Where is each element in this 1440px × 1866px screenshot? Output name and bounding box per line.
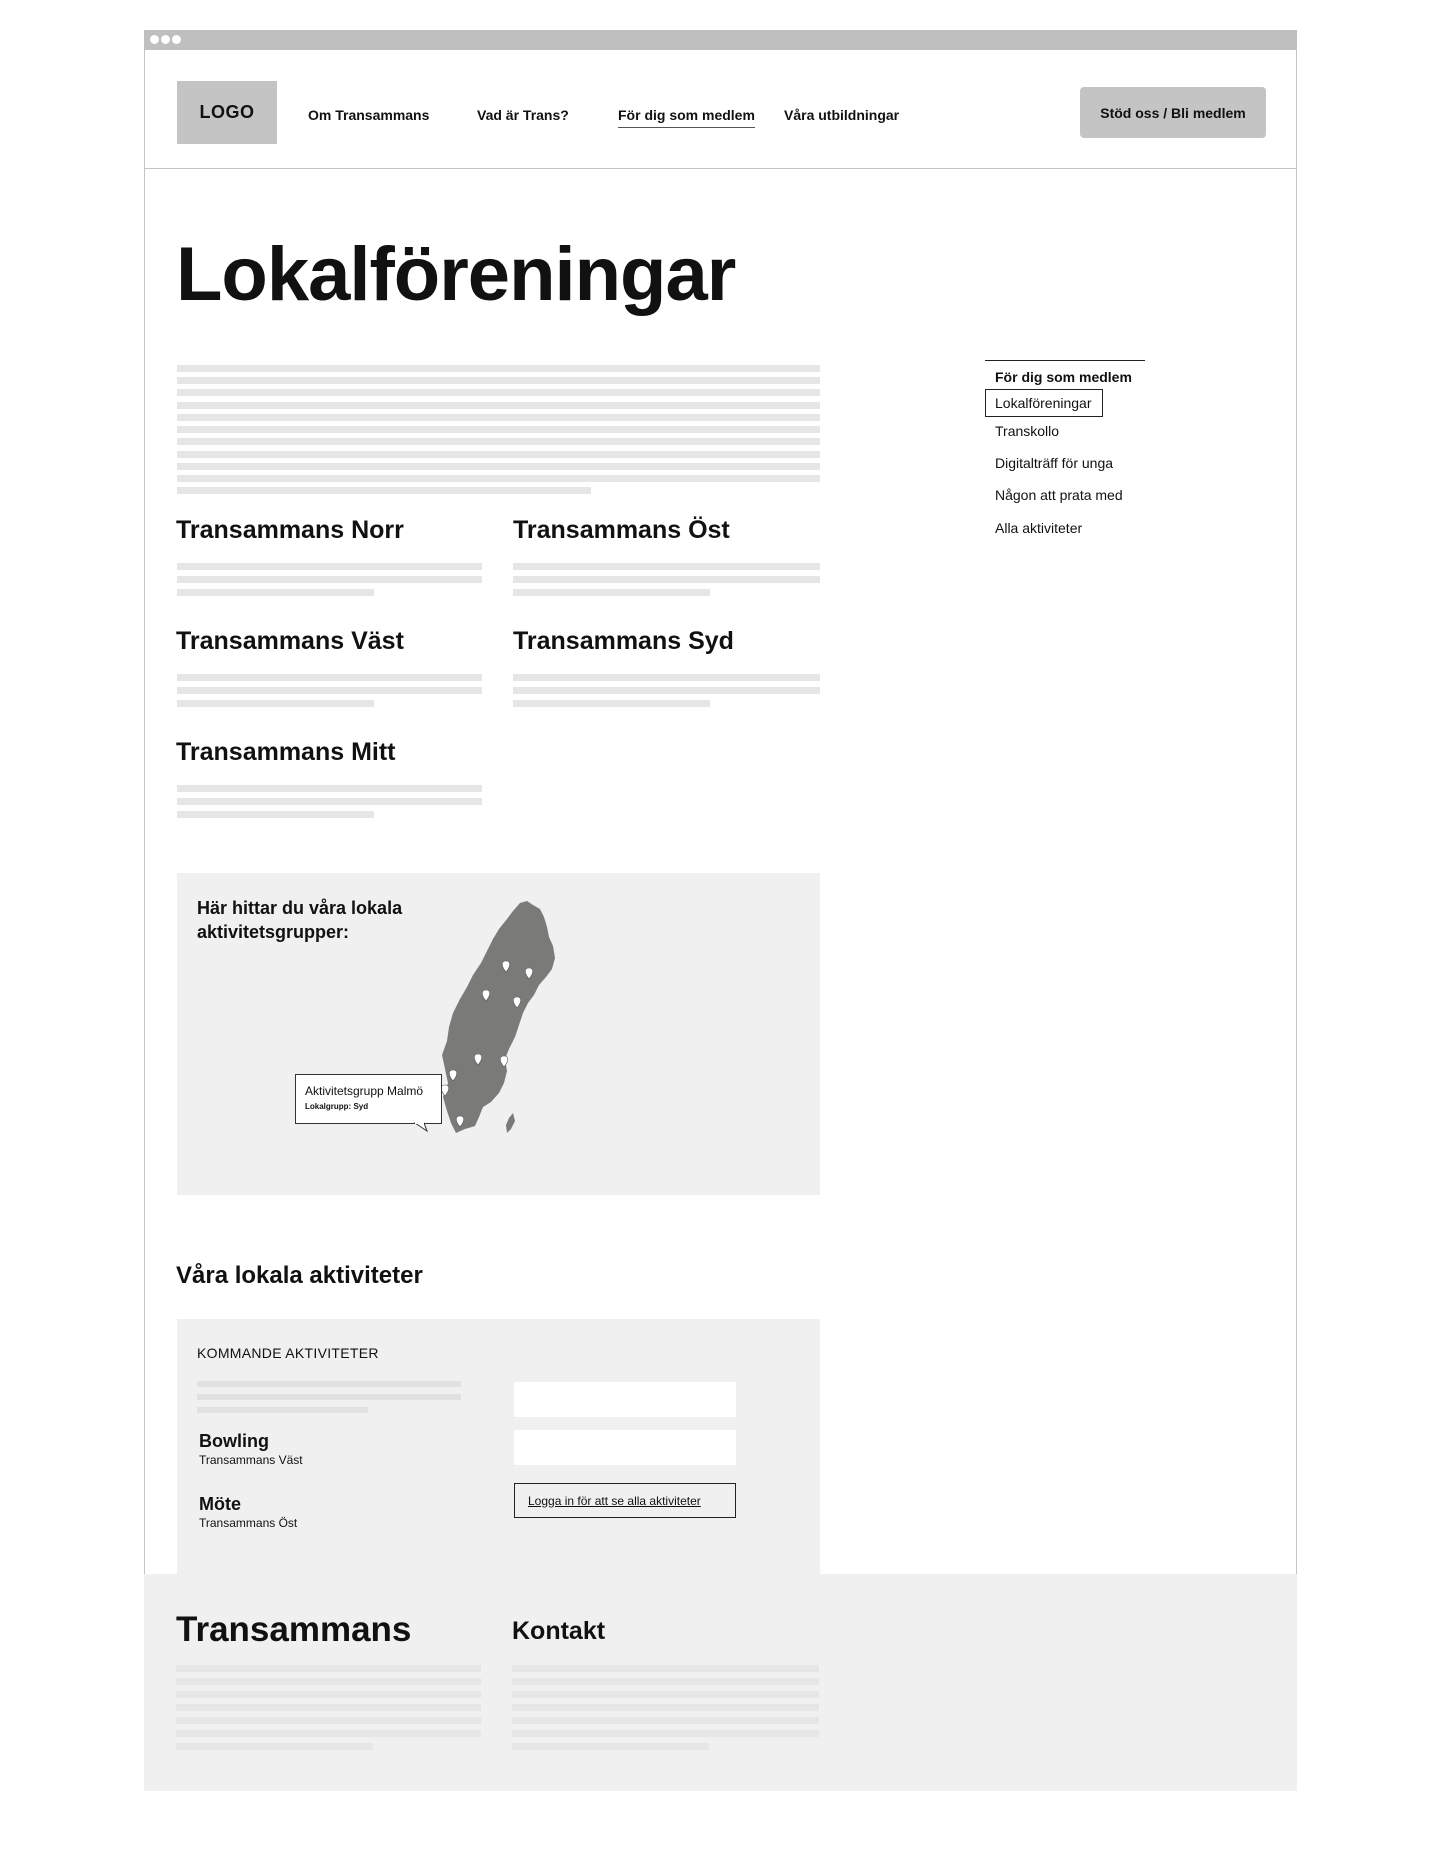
browser-window	[144, 30, 1297, 1791]
footer-brand: Transammans	[176, 1610, 412, 1649]
activity-group-mote: Transammans Öst	[199, 1516, 298, 1530]
nav-item-for-dig-som-medlem[interactable]: För dig som medlem	[618, 107, 755, 128]
activity-group-bowling: Transammans Väst	[199, 1453, 303, 1467]
region-title-mitt[interactable]: Transammans Mitt	[176, 738, 396, 766]
activity-placeholder-field	[514, 1430, 736, 1465]
sub-nav-item-transkollo[interactable]: Transkollo	[995, 423, 1060, 439]
location-pin-icon[interactable]	[441, 1085, 449, 1096]
footer	[144, 1574, 1297, 1791]
activities-panel	[177, 1319, 820, 1581]
sub-nav-heading: För dig som medlem	[995, 369, 1132, 385]
activities-kicker: KOMMANDE AKTIVITETER	[197, 1345, 379, 1361]
location-pin-icon[interactable]	[500, 1056, 508, 1067]
region-title-syd[interactable]: Transammans Syd	[513, 627, 734, 655]
map-panel	[177, 873, 820, 1195]
window-dot-icon	[172, 35, 181, 44]
activity-placeholder-field	[514, 1382, 736, 1417]
browser-title-bar	[144, 30, 1297, 50]
location-pin-icon[interactable]	[482, 990, 490, 1001]
page-title: Lokalföreningar	[176, 232, 736, 317]
site-logo[interactable]: LOGO	[177, 81, 277, 144]
location-pin-icon[interactable]	[502, 961, 510, 972]
activity-name-mote[interactable]: Möte	[199, 1494, 241, 1514]
sub-nav-item-digitaltraff[interactable]: Digitalträff för unga	[995, 455, 1114, 471]
region-title-ost[interactable]: Transammans Öst	[513, 516, 730, 544]
sub-nav-rule	[985, 360, 1145, 361]
activity-name-bowling[interactable]: Bowling	[199, 1431, 269, 1451]
sub-nav-item-alla-aktiviteter[interactable]: Alla aktiviteter	[995, 520, 1083, 536]
region-title-norr[interactable]: Transammans Norr	[176, 516, 404, 544]
location-pin-icon[interactable]	[513, 997, 521, 1008]
location-pin-icon[interactable]	[525, 968, 533, 979]
window-dot-icon	[150, 35, 159, 44]
footer-contact-title: Kontakt	[512, 1617, 606, 1645]
callout-title: Aktivitetsgrupp Malmö	[305, 1084, 424, 1098]
nav-item-vad-ar-trans[interactable]: Vad är Trans?	[477, 107, 569, 123]
window-dot-icon	[161, 35, 170, 44]
sub-nav-item-lokalforeningar[interactable]: Lokalföreningar	[985, 389, 1103, 417]
location-pin-icon[interactable]	[474, 1054, 482, 1065]
header-divider	[145, 168, 1296, 169]
page-content	[144, 50, 1297, 1574]
map-pins	[177, 873, 820, 1195]
sub-nav-item-nagon-att-prata-med[interactable]: Någon att prata med	[995, 487, 1123, 503]
nav-item-om-transammans[interactable]: Om Transammans	[308, 107, 430, 123]
map-heading: Här hittar du våra lokala aktivitetsgrupper:	[197, 898, 403, 942]
region-title-vast[interactable]: Transammans Väst	[176, 627, 404, 655]
nav-item-vara-utbildningar[interactable]: Våra utbildningar	[784, 107, 900, 123]
support-member-button[interactable]: Stöd oss / Bli medlem	[1080, 87, 1266, 138]
callout-subtitle: Lokalgrupp: Syd	[305, 1102, 369, 1111]
login-see-all-activities-button[interactable]: Logga in för att se alla aktiviteter	[514, 1483, 736, 1518]
map-callout[interactable]	[295, 1074, 442, 1124]
location-pin-icon[interactable]	[456, 1116, 464, 1127]
activities-section-title: Våra lokala aktiviteter	[176, 1262, 423, 1289]
location-pin-icon[interactable]	[449, 1070, 457, 1081]
